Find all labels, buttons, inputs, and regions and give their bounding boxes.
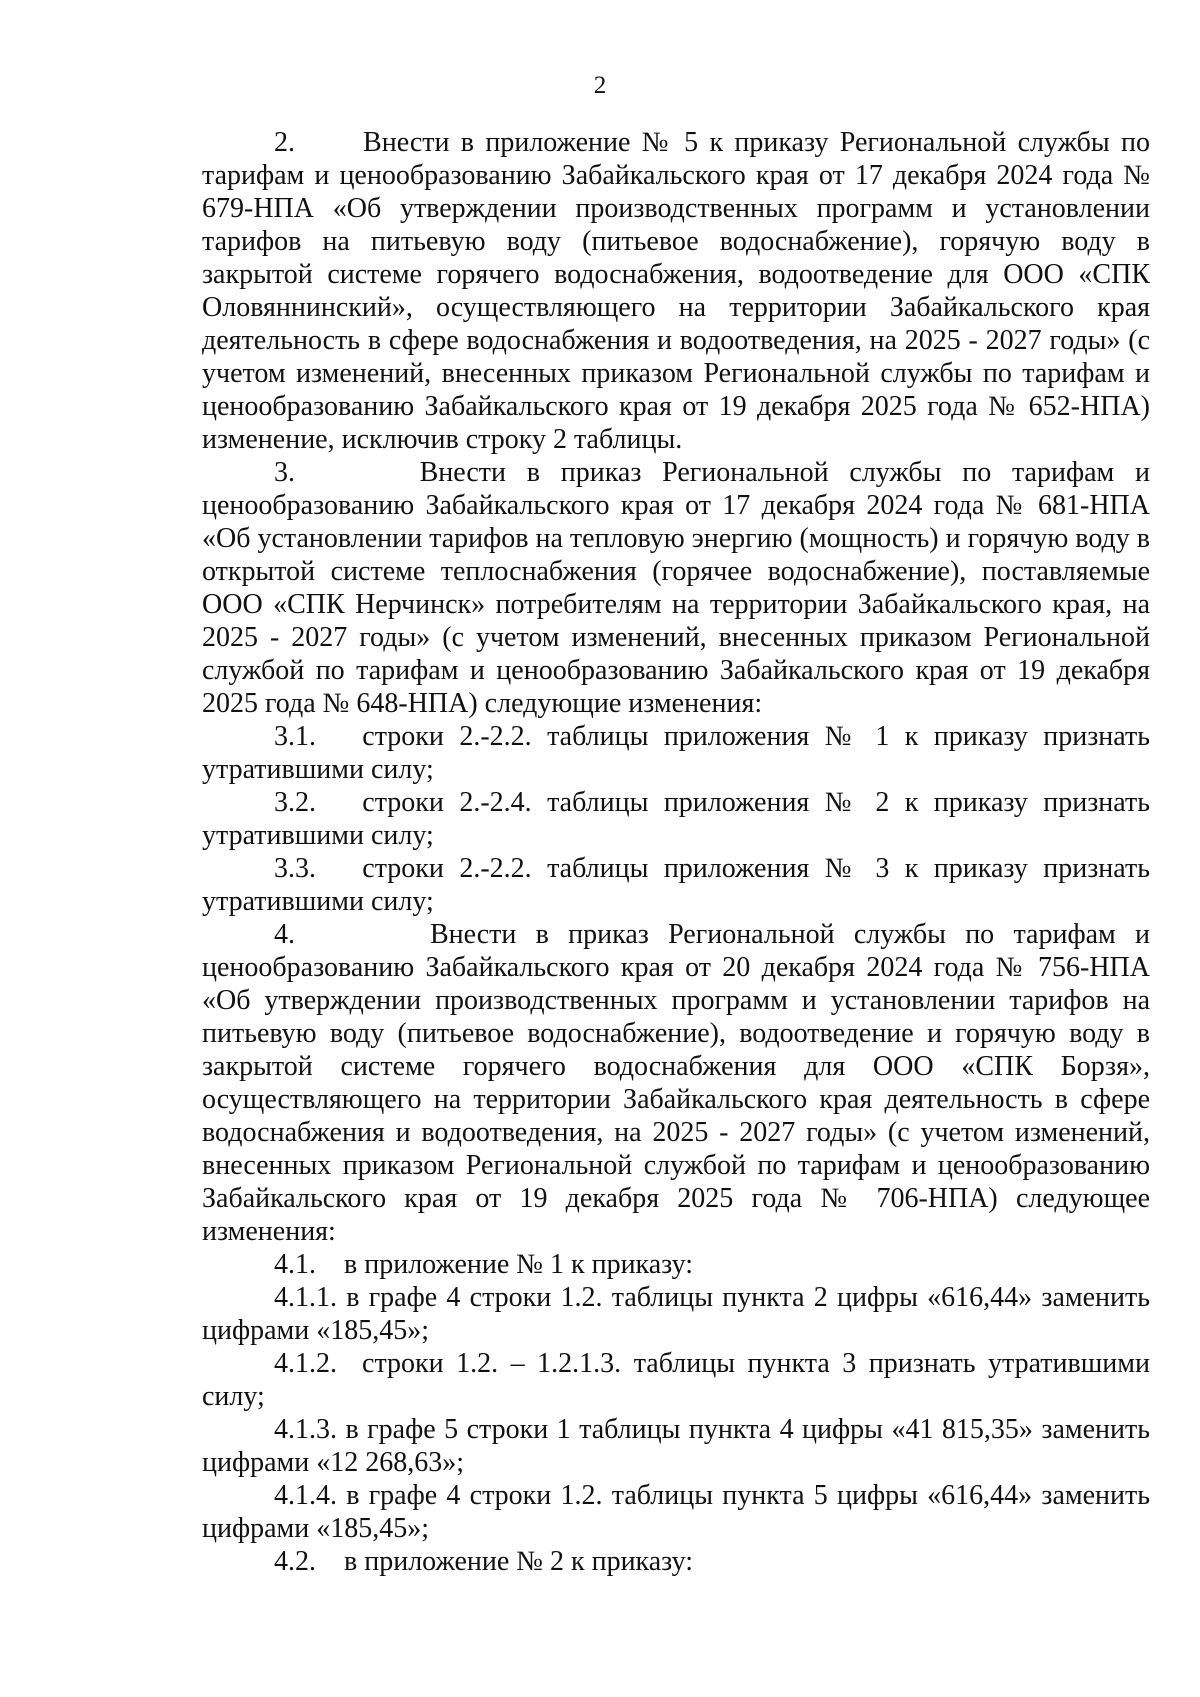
paragraph-item-3-1: 3.1. строки 2.-2.2. таблицы приложения № 1 к приказу признать утратившими силу; bbox=[202, 721, 1150, 785]
paragraph-item-4-1: 4.1. в приложение № 1 к приказу: bbox=[274, 1249, 694, 1280]
paragraph-item-3-3: 3.3. строки 2.-2.2. таблицы приложения № 3 к приказу признать утратившими силу; bbox=[202, 853, 1150, 917]
page-number: 2 bbox=[593, 72, 607, 99]
paragraph-item-4-1-1: 4.1.1. в графе 4 строки 1.2. таблицы пункта 2 цифры «616,44» заменить цифрами «185,45»; bbox=[202, 1282, 1150, 1346]
paragraph-item-4-1-2: 4.1.2. строки 1.2. – 1.2.1.3. таблицы пункта 3 признать утратившими силу; bbox=[202, 1348, 1150, 1412]
paragraph-item-4-2: 4.2. в приложение № 2 к приказу: bbox=[274, 1546, 694, 1577]
paragraph-item-4-1-4: 4.1.4. в графе 4 строки 1.2. таблицы пункта 5 цифры «616,44» заменить цифрами «185,45»; bbox=[202, 1480, 1150, 1544]
paragraph-item-2: 2. Внести в приложение № 5 к приказу Региональной службы по тарифам и ценообразованию Забайкальского края от 17 декабря 2024 года № 679-НПА «Об утверждении производственных программ и установлении тарифов на питьевую воду (питьевое водоснабжение), горячую воду в закрытой системе горячего водоснабжения, водоотведение для ООО «СПК Оловяннинский», осуществляющего на территории Забайкальского края деятельность в сфере водоснабжения и водоотведения, на 2025 - 2027 годы» (с учетом изменений, внесенных приказом Региональной службы по тарифам и ценообразованию Забайкальского края от 19 декабря 2025 года № 652-НПА) изменение, исключив строку 2 таблицы. bbox=[202, 127, 1150, 455]
paragraph-item-4-1-3: 4.1.3. в графе 5 строки 1 таблицы пункта 4 цифры «41 815,35» заменить цифрами «12 268,63»; bbox=[202, 1414, 1150, 1478]
document-body bbox=[202, 126, 1150, 1578]
paragraph-item-4: 4. Внести в приказ Региональной службы по тарифам и ценообразованию Забайкальского края от 20 декабря 2024 года № 756-НПА «Об утверждении производственных программ и установлении тарифов на питьевую воду (питьевое водоснабжение), водоотведение и горячую воду в закрытой системе горячего водоснабжения для ООО «СПК Борзя», осуществляющего на территории Забайкальского края деятельность в сфере водоснабжения и водоотведения, на 2025 - 2027 годы» (с учетом изменений, внесенных приказом Региональной службой по тарифам и ценообразованию Забайкальского края от 19 декабря 2025 года № 706-НПА) следующее изменения: bbox=[202, 919, 1150, 1247]
paragraph-item-3: 3. Внести в приказ Региональной службы по тарифам и ценообразованию Забайкальского края от 17 декабря 2024 года № 681-НПА «Об установлении тарифов на тепловую энергию (мощность) и горячую воду в открытой системе теплоснабжения (горячее водоснабжение), поставляемые ООО «СПК Нерчинск» потребителям на территории Забайкальского края, на 2025 - 2027 годы» (с учетом изменений, внесенных приказом Региональной службой по тарифам и ценообразованию Забайкальского края от 19 декабря 2025 года № 648-НПА) следующие изменения: bbox=[202, 457, 1150, 719]
paragraph-item-3-2: 3.2. строки 2.-2.4. таблицы приложения № 2 к приказу признать утратившими силу; bbox=[202, 787, 1150, 851]
